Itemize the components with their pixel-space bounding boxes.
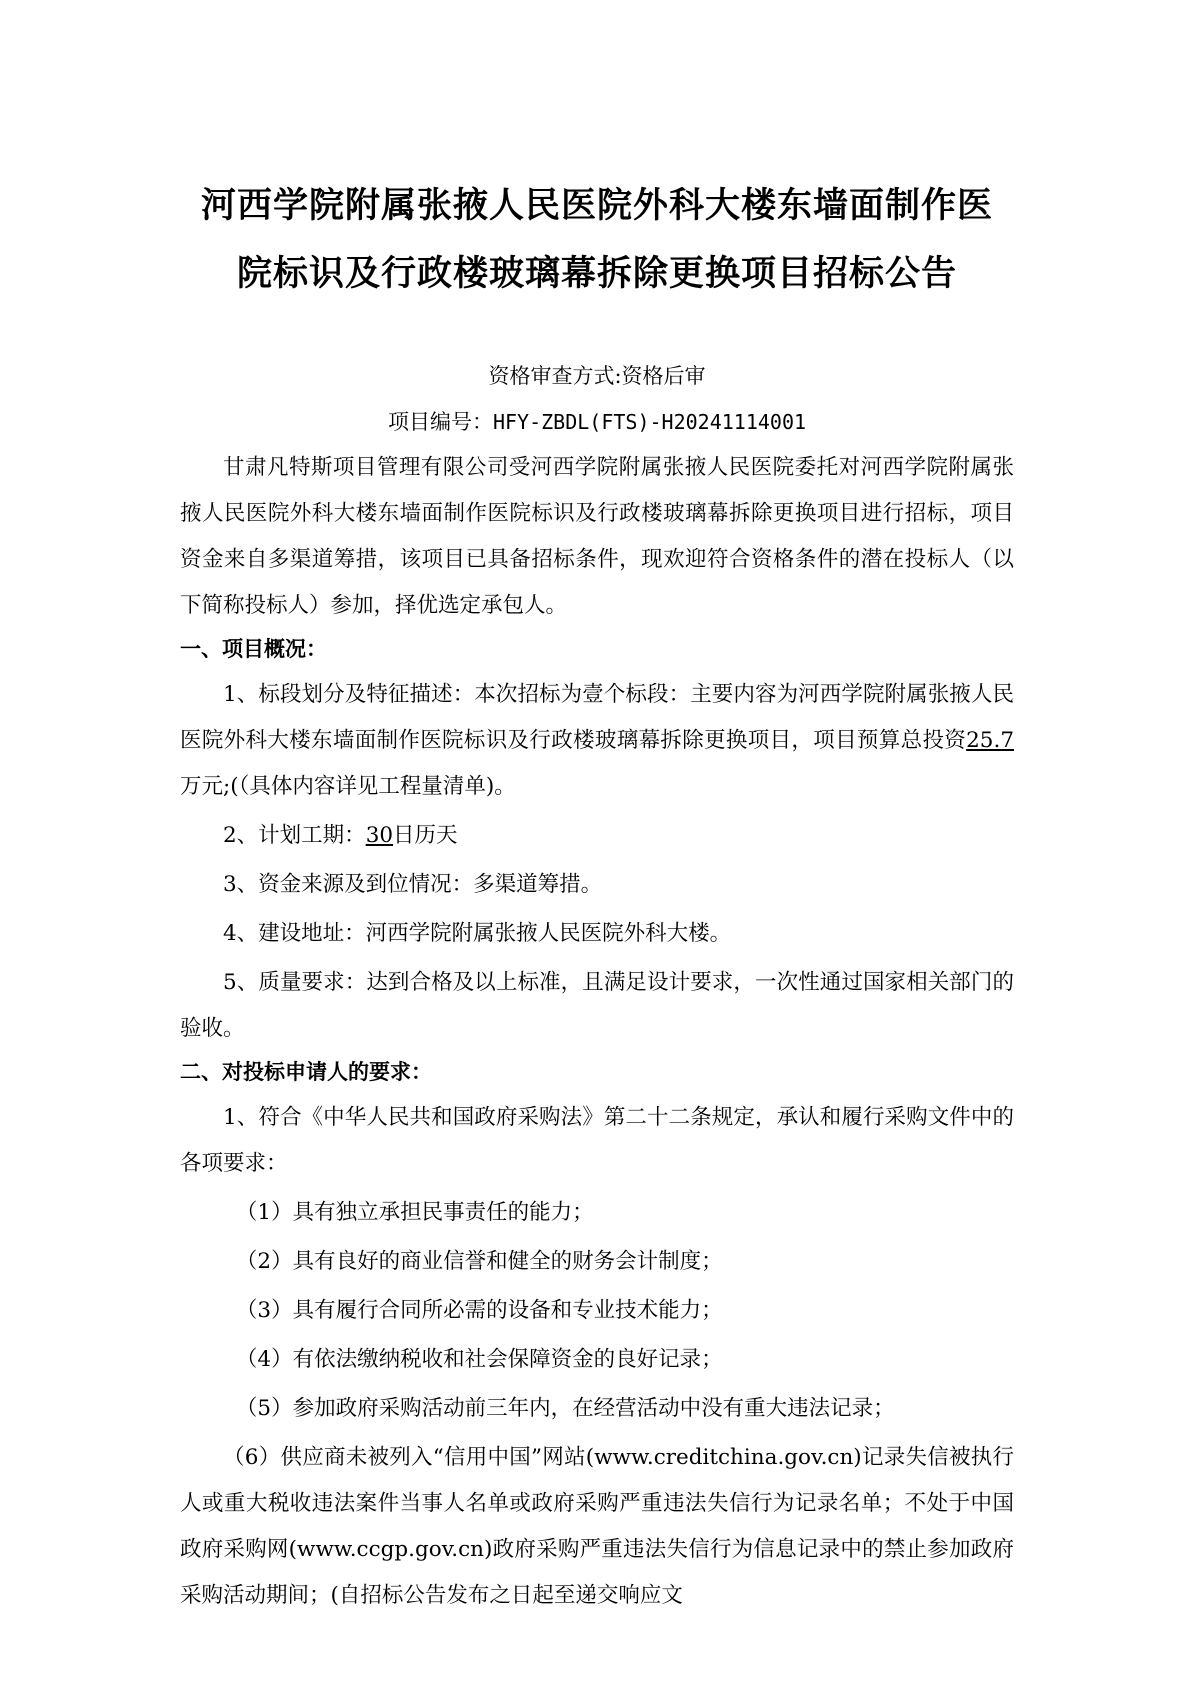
item-1-suffix: 万元;(（具体内容详见工程量清单)。	[180, 774, 516, 799]
document-title-line-2: 院标识及行政楼玻璃幕拆除更换项目招标公告	[236, 254, 957, 294]
section-1-item-3: 3、资金来源及到位情况：多渠道筹措。	[223, 872, 603, 897]
intro-paragraph: 甘肃凡特斯项目管理有限公司受河西学院附属张掖人民医院委托对河西学院附属张掖人民医院外科大楼东墙面制作医院标识及行政楼玻璃幕拆除更换项目进行招标，项目资金来自多渠道筹措，该项目已具备招标条件，现欢迎符合资格条件的潜在投标人（以下简称投标人）参加，择优选定承包人。	[180, 455, 1014, 618]
project-number	[180, 399, 1014, 445]
budget-amount: 25.7	[966, 728, 1014, 753]
item-1-text: 1、标段划分及特征描述：本次招标为壹个标段：主要内容为河西学院附属张掖人民医院外科大楼东墙面制作医院标识及行政楼玻璃幕拆除更换项目，项目预算总投资	[180, 682, 1014, 753]
review-method: 资格审查方式:资格后审	[488, 364, 706, 388]
requirement-5: （5）参加政府采购活动前三年内，在经营活动中没有重大违法记录；	[235, 1396, 895, 1421]
document-title-line-1: 河西学院附属张掖人民医院外科大楼东墙面制作医	[200, 186, 993, 226]
section-1-item-4: 4、建设地址：河西学院附属张掖人民医院外科大楼。	[223, 921, 732, 946]
section-1-item-5: 5、质量要求：达到合格及以上标准，且满足设计要求，一次性通过国家相关部门的验收。	[180, 970, 1014, 1041]
section-2-heading: 二、对投标申请人的要求：	[180, 1060, 432, 1084]
duration-days: 30	[365, 823, 394, 848]
requirement-3: （3）具有履行合同所必需的设备和专业技术能力；	[235, 1298, 723, 1323]
section-1-item-1	[180, 672, 1014, 810]
section-1-item-2	[180, 813, 1014, 859]
section-2-item-1: 1、符合《中华人民共和国政府采购法》第二十二条规定，承认和履行采购文件中的各项要求：	[180, 1105, 1014, 1176]
section-1-heading: 一、项目概况：	[180, 637, 327, 661]
requirement-4: （4）有依法缴纳税收和社会保障资金的良好记录；	[235, 1347, 723, 1372]
requirement-2: （2）具有良好的商业信誉和健全的财务会计制度；	[235, 1249, 723, 1274]
requirement-6: （6）供应商未被列入“信用中国”网站(www.creditchina.gov.cn)记录失信被执行人或重大税收违法案件当事人名单或政府采购严重违法失信行为记录名单；不处于中国政府采购网(www.ccgp.gov.cn)政府采购严重违法失信行为信息记录中的禁止参加政府采购活动期间；(自招标公告发布之日起至递交响应文	[180, 1445, 1014, 1608]
item-2-suffix: 日历天	[393, 823, 458, 848]
project-number-label: 项目编号：	[387, 410, 493, 434]
requirement-1: （1）具有独立承担民事责任的能力；	[235, 1200, 594, 1225]
item-2-text: 2、计划工期：	[223, 823, 366, 848]
document-content	[180, 172, 1014, 1619]
project-number-value: HFY-ZBDL(FTS)-H20241114001	[492, 410, 807, 434]
